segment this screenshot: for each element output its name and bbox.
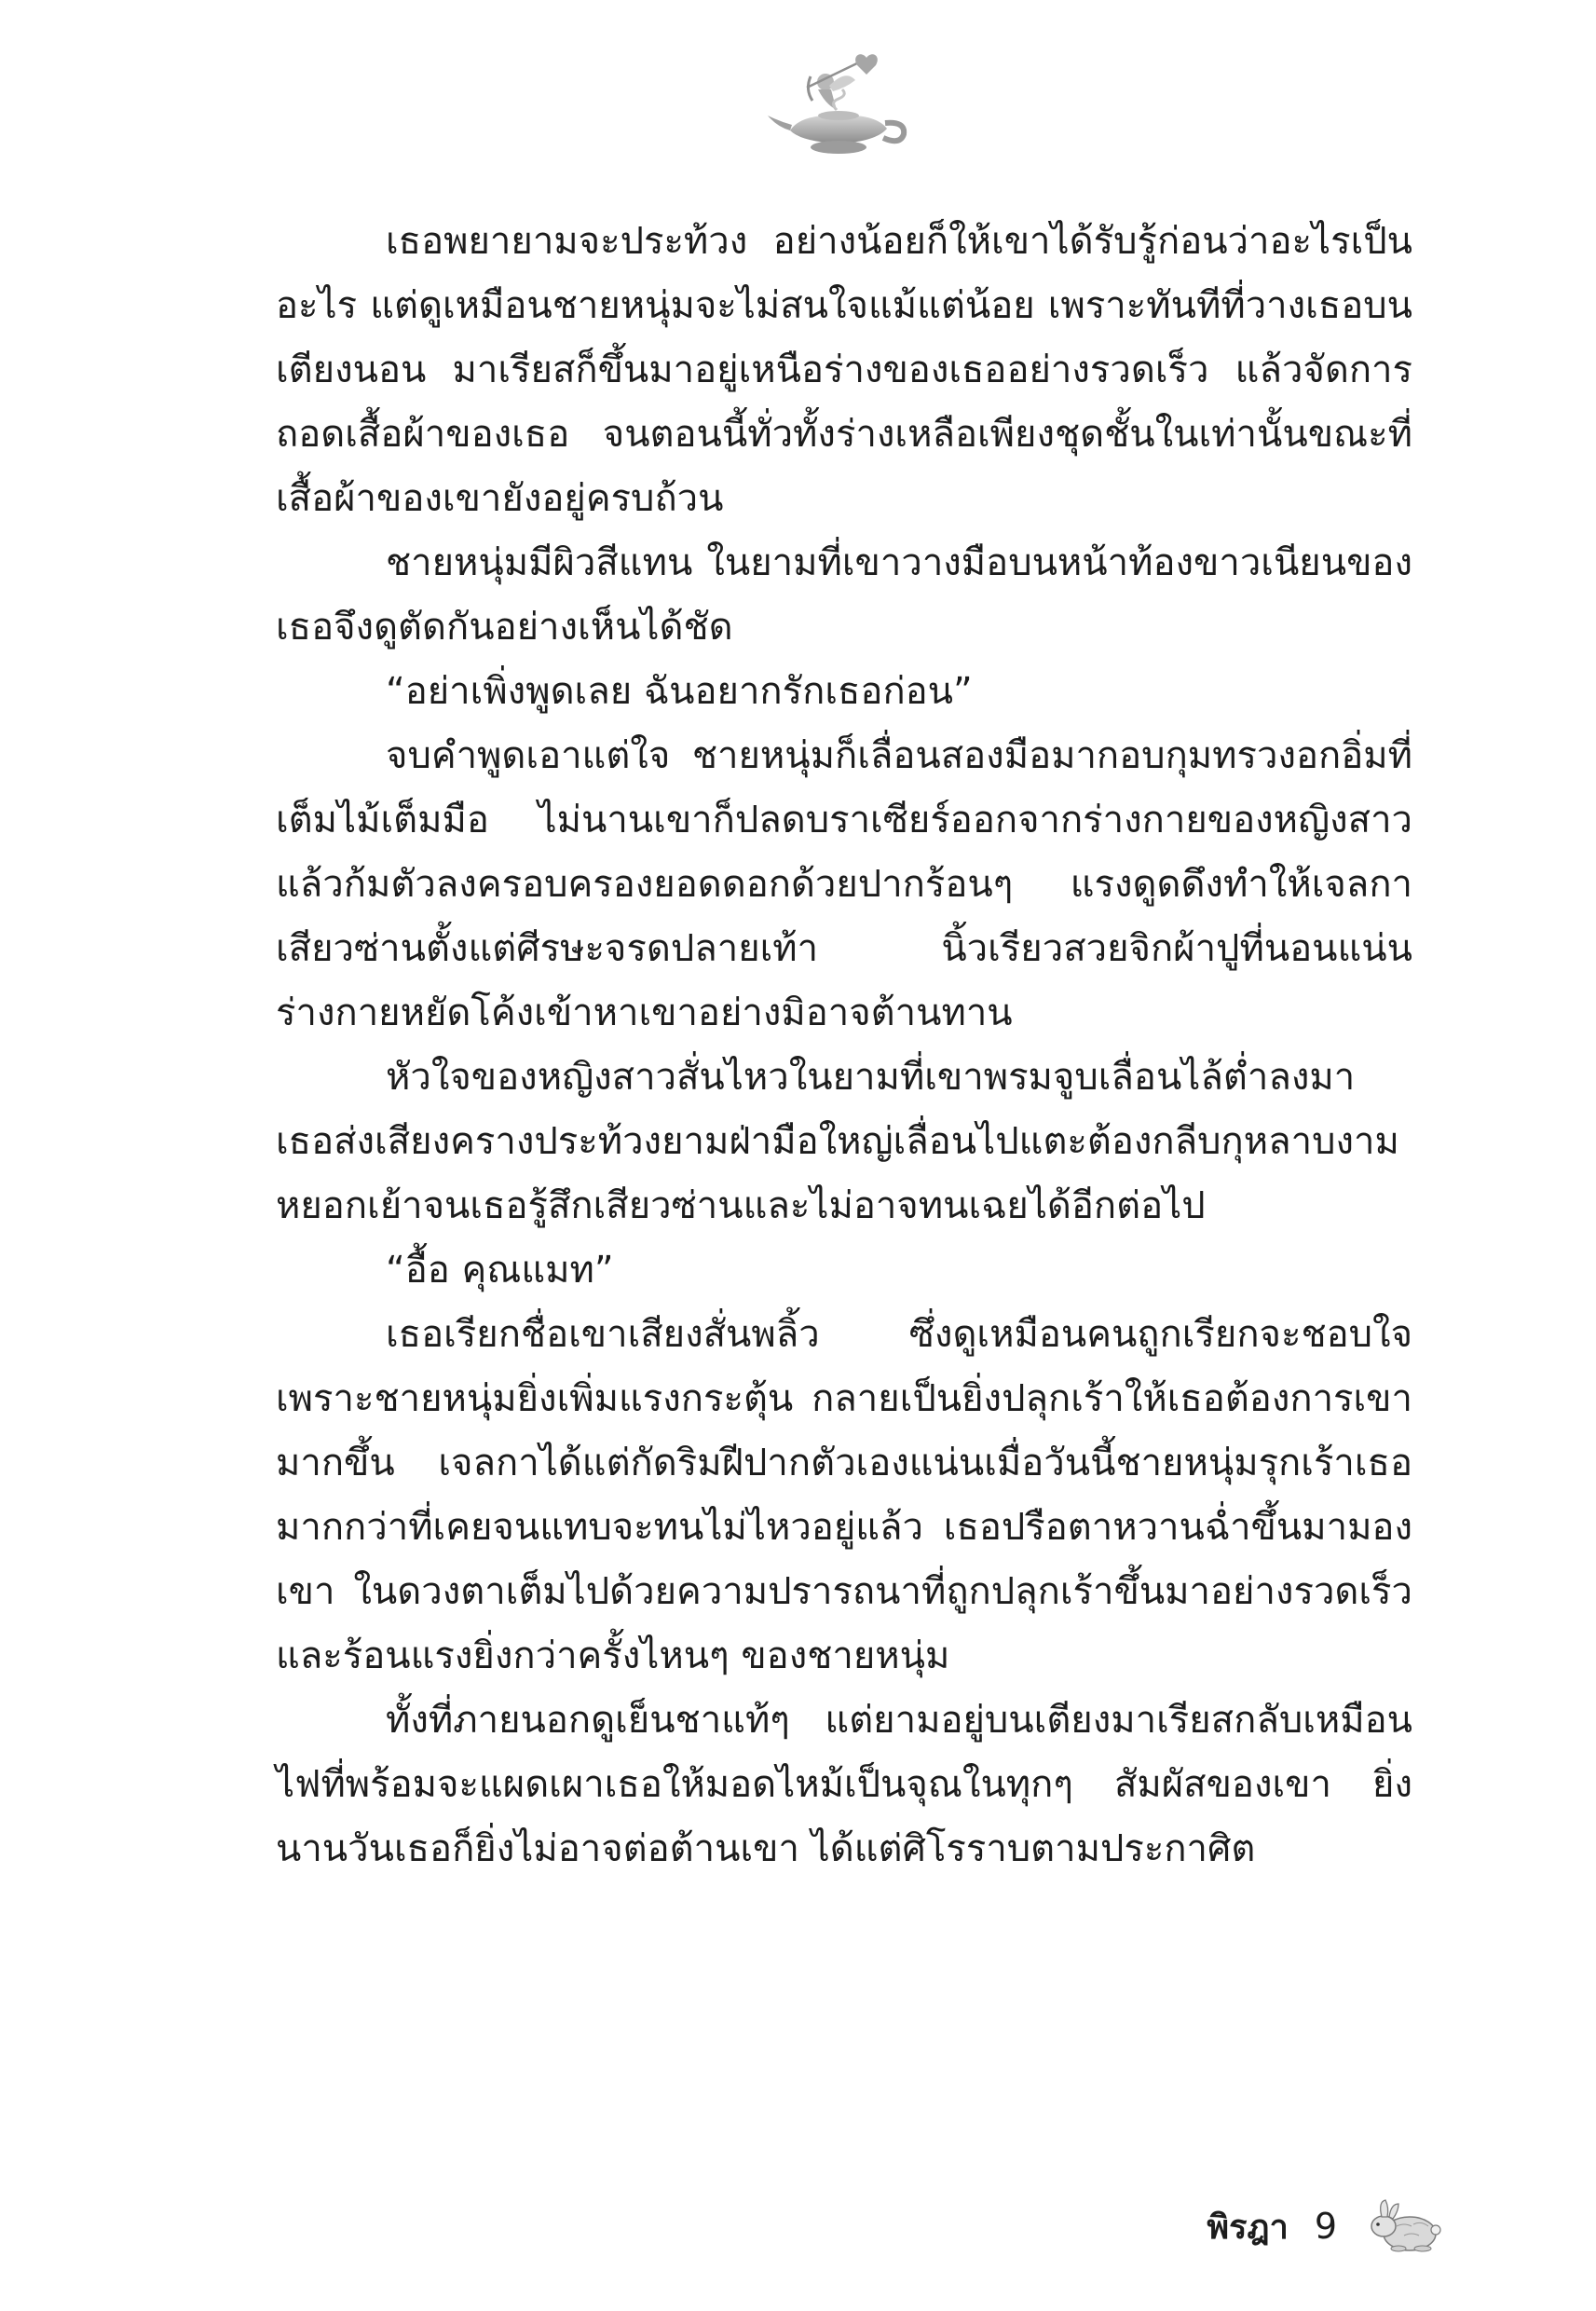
paragraph-3: “อย่าเพิ่งพูดเลย ฉันอยากรักเธอก่อน” [386,670,973,713]
rabbit-icon [1363,2198,1447,2254]
paragraph-5: หัวใจของหญิงสาวสั่นไหวในยามที่เขาพรมจูบเลื่อนไล้ต่ำลงมาเธอส่งเสียงครางประท้วงยามฝ่ามือใหญ่เลื่อนไปแตะต้องกลีบกุหลาบงามหยอกเย้าจนเธอรู้สึกเสียวซ่านและไม่อาจทนเฉยได้อีกต่อไป [276,1056,1399,1227]
paragraph-2: ชายหนุ่มมีผิวสีแทน ในยามที่เขาวางมือบนหน้าท้องขาวเนียนของเธอจึงดูตัดกันอย่างเห็นได้ชัด [276,541,1412,649]
footer-author: พิรฎา [1207,2208,1289,2247]
page-footer [1207,2194,1447,2259]
page-number: 9 [1314,2206,1337,2247]
paragraph-6: “อื้อ คุณแมท” [386,1249,614,1292]
paragraph-8: ทั้งที่ภายนอกดูเย็นชาแท้ๆ แต่ยามอยู่บนเตียงมาเรียสกลับเหมือนไฟที่พร้อมจะแผดเผาเธอให้มอดไหม้เป็นจุณในทุกๆ สัมผัสของเขา ยิ่งนานวันเธอก็ยิ่งไม่อาจต่อต้านเขา ได้แต่ศิโรราบตามประกาศิต [276,1699,1412,1870]
paragraph-4: จบคำพูดเอาแต่ใจ ชายหนุ่มก็เลื่อนสองมือมากอบกุมทรวงอกอิ่มที่เต็มไม้เต็มมือ ไม่นานเขาก็ปลดบราเซียร์ออกจากร่างกายของหญิงสาวแล้วก้มตัวลงครอบครองยอดดอกด้วยปากร้อนๆ แรงดูดดึงทำให้เจลกาเสียวซ่านตั้งแต่ศีรษะจรดปลายเท้า นิ้วเรียวสวยจิกผ้าปูที่นอนแน่นร่างกายหยัดโค้งเข้าหาเขาอย่างมิอาจต้านทาน [276,734,1412,1034]
page-body [276,210,1412,1881]
paragraph-1: เธอพยายามจะประท้วง อย่างน้อยก็ให้เขาได้รับรู้ก่อนว่าอะไรเป็นอะไร แต่ดูเหมือนชายหนุ่มจะไม่สนใจแม้แต่น้อย เพราะทันทีที่วางเธอบนเตียงนอน มาเรียสก็ขึ้นมาอยู่เหนือร่างของเธออย่างรวดเร็ว แล้วจัดการถอดเสื้อผ้าของเธอ จนตอนนี้ทั่วทั้งร่างเหลือเพียงชุดชั้นในเท่านั้นขณะที่เสื้อผ้าของเขายังอยู่ครบถ้วน [276,220,1412,520]
cupid-teapot-ornament-icon [764,48,913,160]
paragraph-7: เธอเรียกชื่อเขาเสียงสั่นพลิ้ว ซึ่งดูเหมือนคนถูกเรียกจะชอบใจเพราะชายหนุ่มยิ่งเพิ่มแรงกระตุ้น กลายเป็นยิ่งปลุกเร้าให้เธอต้องการเขามากขึ้น เจลกาได้แต่กัดริมฝีปากตัวเองแน่นเมื่อวันนี้ชายหนุ่มรุกเร้าเธอมากกว่าที่เคยจนแทบจะทนไม่ไหวอยู่แล้ว เธอปรือตาหวานฉ่ำขึ้นมามองเขา ในดวงตาเต็มไปด้วยความปรารถนาที่ถูกปลุกเร้าขึ้นมาอย่างรวดเร็วและร้อนแรงยิ่งกว่าครั้งไหนๆ ของชายหนุ่ม [276,1313,1412,1677]
